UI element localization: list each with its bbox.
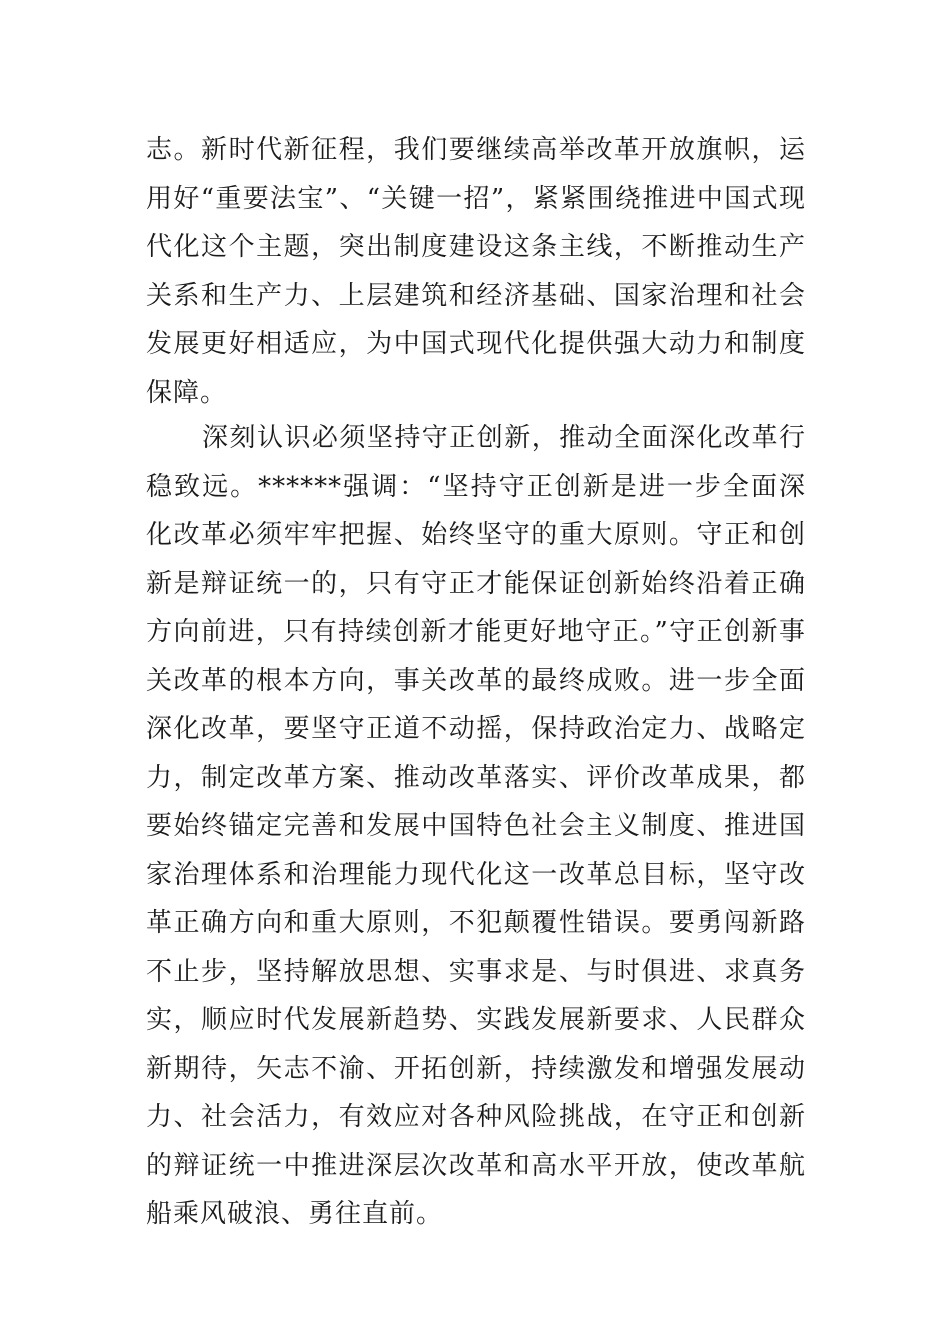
paragraph-continuation: 志。新时代新征程，我们要继续高举改革开放旗帜，运用好“重要法宝”、“关键一招”，紧紧围绕推进中国式现代化这个主题，突出制度建设这条主线，不断推动生产关系和生产力、上层建筑和经济基础、国家治理和社会发展更好相适应，为中国式现代化提供强大动力和制度保障。 (146, 135, 806, 408)
paragraph-upholding-integrity-and-innovation: 深刻认识必须坚持守正创新，推动全面深化改革行稳致远。******强调：“坚持守正创新是进一步全面深化改革必须牢牢把握、始终坚守的重大原则。守正和创新是辩证统一的，只有守正才能保证创新始终沿着正确方向前进，只有持续创新才能更好地守正。”守正创新事关改革的根本方向，事关改革的最终成败。进一步全面深化改革，要坚守正道不动摇，保持政治定力、战略定力，制定改革方案、推动改革落实、评价改革成果，都要始终锚定完善和发展中国特色社会主义制度、推进国家治理体系和治理能力现代化这一改革总目标，坚守改革正确方向和重大原则，不犯颠覆性错误。要勇闯新路不止步，坚持解放思想、实事求是、与时俱进、求真务实，顺应时代发展新趋势、实践发展新要求、人民群众新期待，矢志不渝、开拓创新，持续激发和增强发展动力、社会活力，有效应对各种风险挑战，在守正和创新的辩证统一中推进深层次改革和高水平开放，使改革航船乘风破浪、勇往直前。 (146, 423, 806, 1229)
